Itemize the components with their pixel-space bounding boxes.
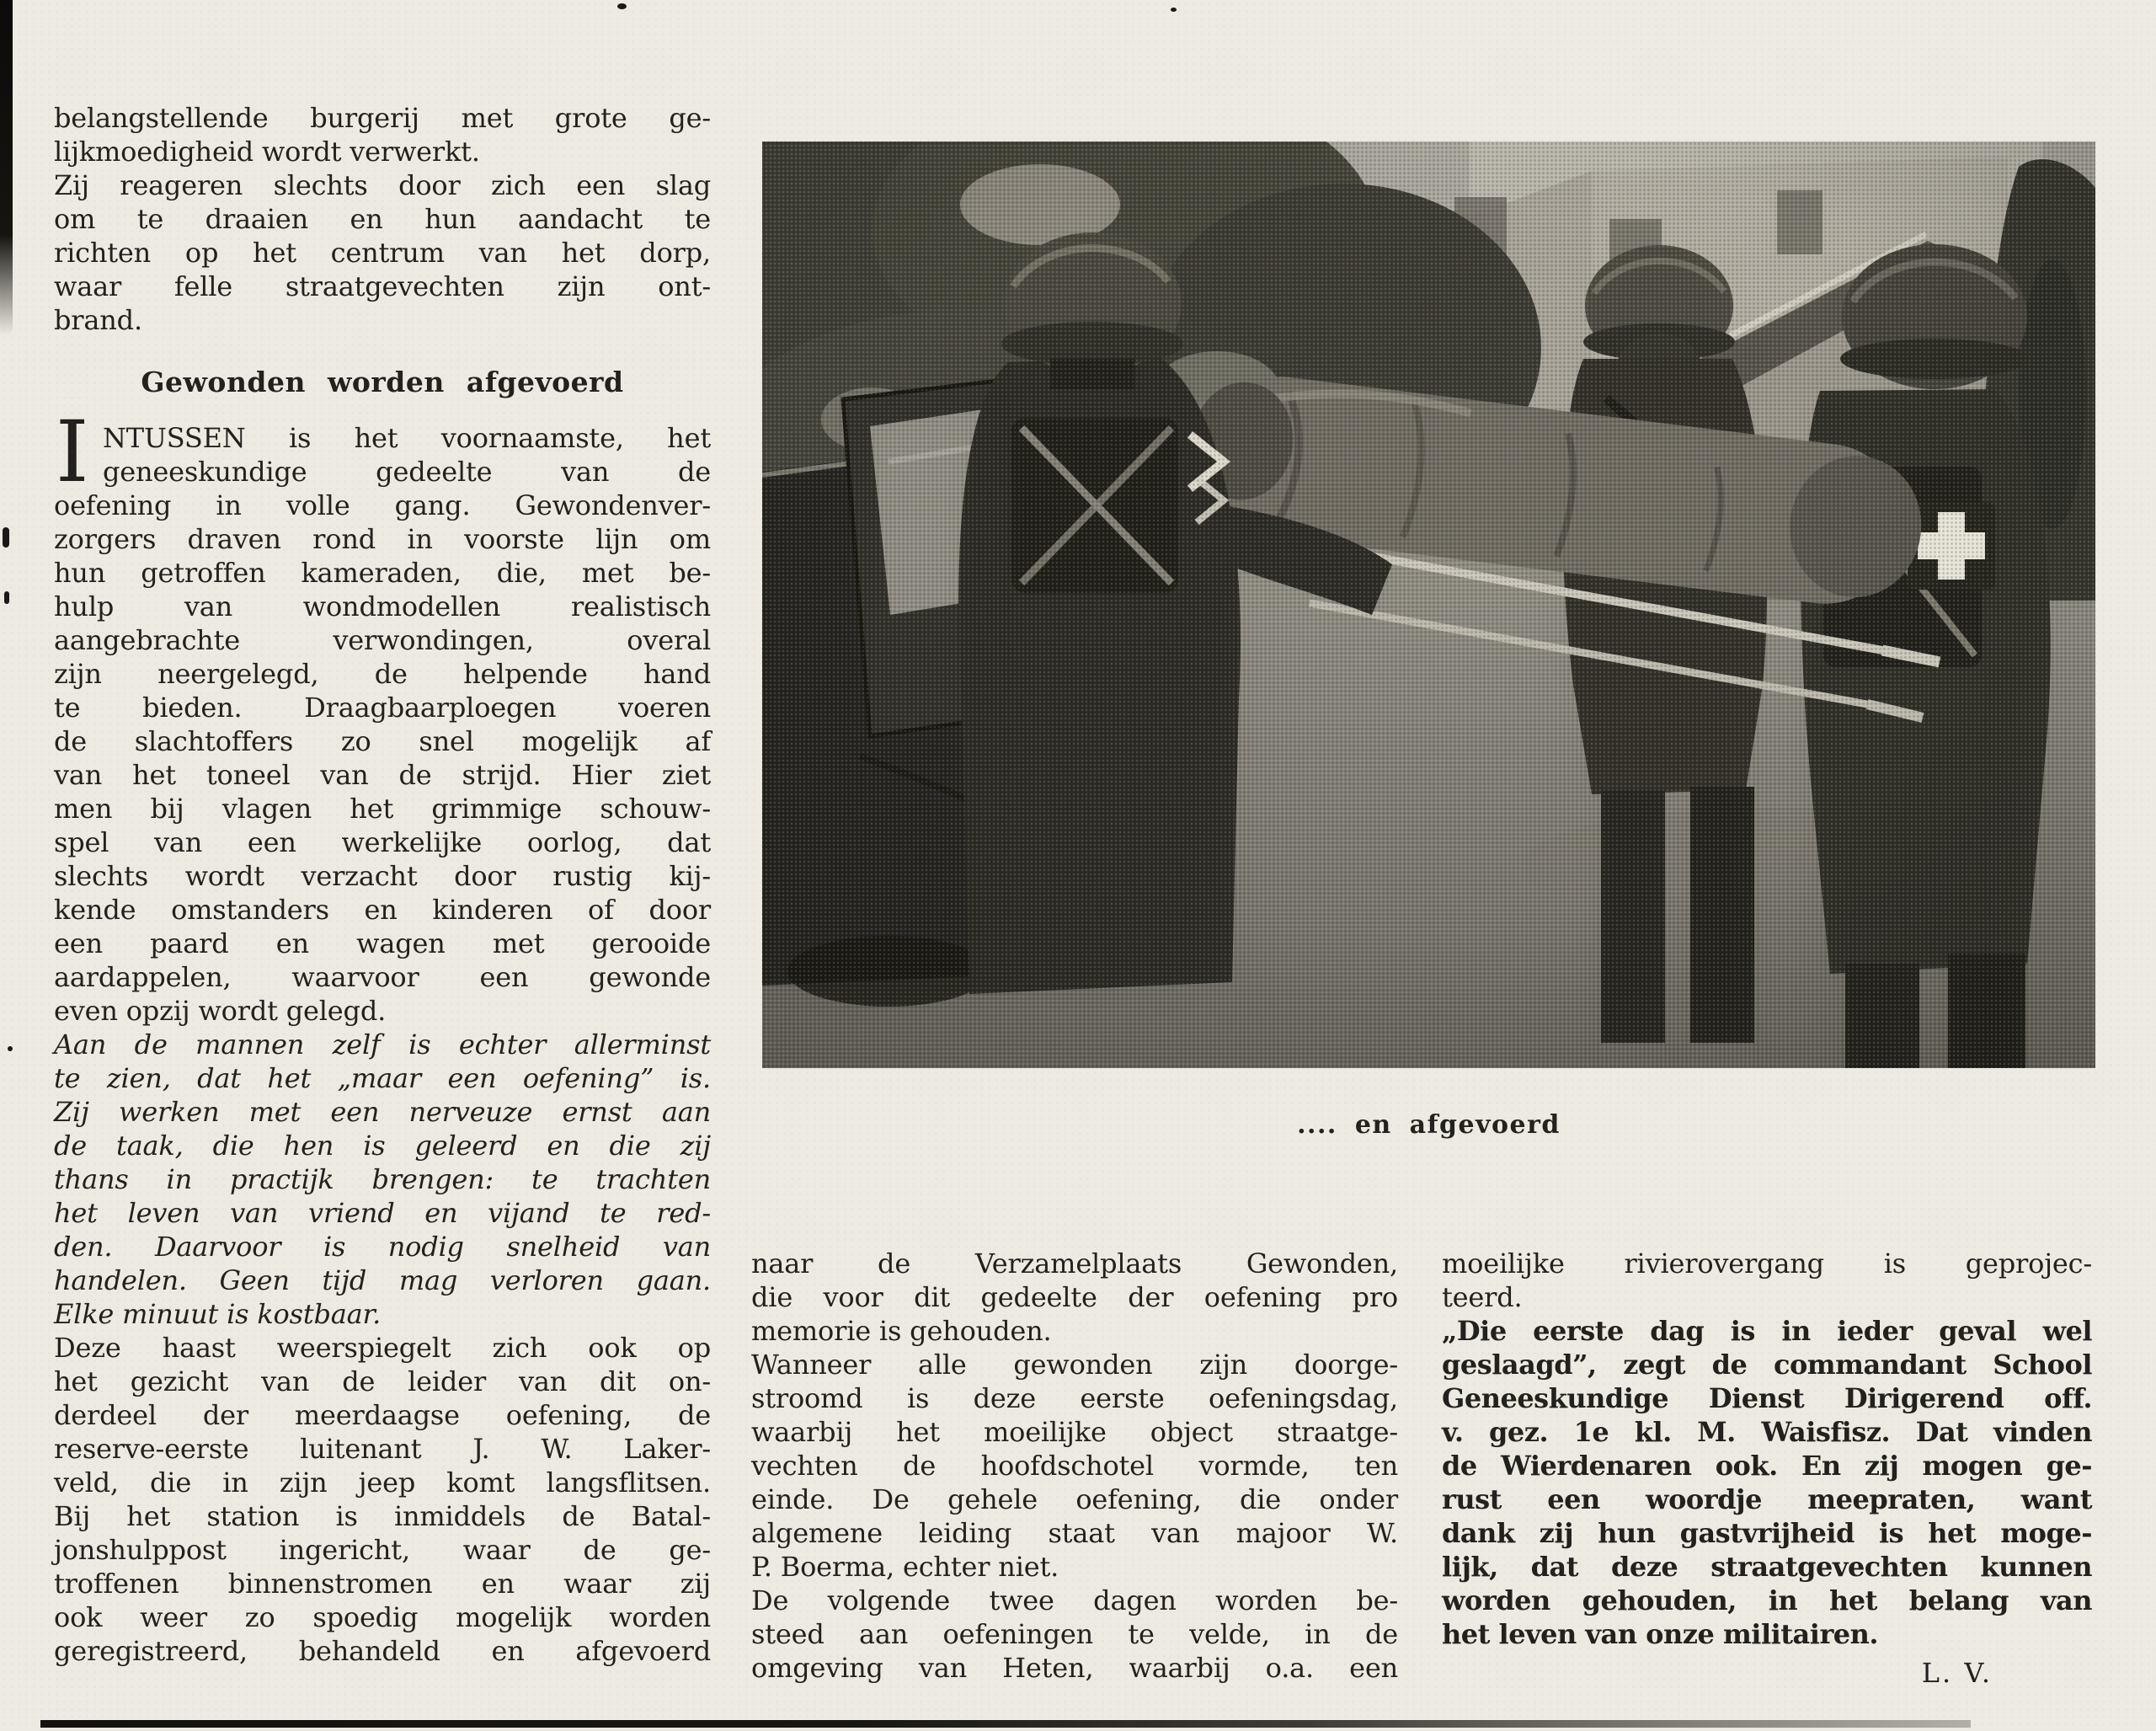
author-initials: [1442, 1656, 2092, 1690]
article-column-left: [54, 101, 711, 1668]
bottom-rule: [40, 1720, 1971, 1728]
scan-speck: [8, 1046, 13, 1051]
text-line: De volgende twee dagen worden be-: [751, 1584, 1398, 1616]
paragraph: [54, 403, 711, 1028]
text-line: waar felle straatgevechten zijn ont-: [54, 270, 711, 302]
scan-speck: [1171, 8, 1177, 12]
text-line: teerd.: [1442, 1281, 1523, 1313]
text-line: zijn neergelegd, de helpende hand: [54, 658, 711, 690]
text-line: naar de Verzamelplaats Gewonden,: [751, 1247, 1398, 1280]
text-line: lijkmoedigheid wordt verwerkt.: [54, 136, 480, 168]
text-line: Elke minuut is kostbaar.: [54, 1298, 382, 1330]
paragraph: [1442, 1247, 2092, 1314]
text-line: vechten de hoofdschotel vormde, ten: [751, 1450, 1398, 1482]
text-line: L. V.: [1921, 1657, 1993, 1689]
text-line: de Wierdenaren ook. En zij mogen ge-: [1442, 1450, 2092, 1482]
text-line: Gewonden worden afgevoerd: [141, 366, 624, 398]
text-line: een paard en wagen met gerooide: [54, 927, 711, 959]
text-line: geregistreerd, behandeld en afgevoerd: [54, 1635, 711, 1667]
text-line: lijk, dat deze straatgevechten kunnen: [1442, 1551, 2092, 1583]
text-line: rust een woordje meepraten, want: [1442, 1483, 2092, 1515]
text-line: hun getroffen kameraden, die, met be-: [54, 557, 711, 589]
text-line: de taak, die hen is geleerd en die zij: [54, 1130, 711, 1162]
paragraph: [54, 1028, 711, 1331]
text-line: „Die eerste dag is in ieder geval wel: [1442, 1315, 2092, 1347]
text-line: Geneeskundige Dienst Dirigerend off.: [1442, 1382, 2092, 1414]
text-line: ook weer zo spoedig mogelijk worden: [54, 1601, 711, 1633]
text-line: Deze haast weerspiegelt zich ook op: [54, 1332, 711, 1364]
text-line: geslaagd”, zegt de commandant School: [1442, 1349, 2092, 1381]
scan-speck: [4, 591, 9, 604]
paragraph: [54, 101, 711, 168]
text-line: te bieden. Draagbaarploegen voeren: [54, 692, 711, 724]
text-line: einde. De gehele oefening, die onder: [751, 1483, 1398, 1515]
text-line: spel van een werkelijke oorlog, dat: [54, 826, 711, 858]
text-line: Aan de mannen zelf is echter allerminst: [54, 1028, 711, 1061]
text-line: Bij het station is inmiddels de Batal-: [54, 1500, 711, 1532]
text-line: hulp van wondmodellen realistisch: [54, 590, 711, 622]
paragraph: [54, 168, 711, 337]
text-line: belangstellende burgerij met grote ge-: [54, 102, 711, 134]
text-line: om te draaien en hun aandacht te: [54, 203, 711, 235]
text-line: te zien, dat het „maar een oefening” is.: [54, 1062, 711, 1094]
text-line: moeilijke rivierovergang is geprojec-: [1442, 1247, 2092, 1280]
photo-illustration: [762, 142, 2095, 1068]
text-line: handelen. Geen tijd mag verloren gaan.: [54, 1264, 711, 1296]
text-line: thans in practijk brengen: te trachten: [54, 1163, 711, 1195]
scan-speck: [617, 3, 627, 9]
text-line: men bij vlagen het grimmige schouw-: [54, 793, 711, 825]
text-line: Zij werken met een nerveuze ernst aan: [54, 1096, 711, 1128]
text-line: de slachtoffers zo snel mogelijk af: [54, 725, 711, 757]
text-line: worden gehouden, in het belang van: [1442, 1584, 2092, 1616]
drop-cap: I: [56, 403, 89, 501]
paragraph: [751, 1584, 1398, 1685]
text-line: algemene leiding staat van majoor W.: [751, 1517, 1398, 1549]
text-line: veld, die in zijn jeep komt langsflitsen.: [54, 1467, 711, 1499]
photo-caption: .... en afgevoerd: [1297, 1110, 1561, 1140]
text-line: slechts wordt verzacht door rustig kij-: [54, 860, 711, 892]
text-line: den. Daarvoor is nodig snelheid van: [54, 1231, 711, 1263]
paragraph: [751, 1247, 1398, 1348]
text-line: memorie is gehouden.: [751, 1315, 1052, 1347]
text-line: troffenen binnenstromen en waar zij: [54, 1568, 711, 1600]
text-line: reserve-eerste luitenant J. W. Laker-: [54, 1433, 711, 1465]
text-line: jonshulppost ingericht, waar de ge-: [54, 1534, 711, 1566]
text-line: steed aan oefeningen te velde, in de: [751, 1618, 1398, 1650]
text-line: van het toneel van de strijd. Hier ziet: [54, 759, 711, 791]
paragraph: [1442, 1314, 2092, 1651]
text-line: aardappelen, waarvoor een gewonde: [54, 961, 711, 993]
text-line: oefening in volle gang. Gewondenver-: [54, 489, 711, 521]
text-line: waarbij het moeilijke object straatge-: [751, 1416, 1398, 1448]
text-line: derdeel der meerdaagse oefening, de: [54, 1399, 711, 1431]
text-line: Zij reageren slechts door zich een slag: [54, 169, 711, 201]
text-line: brand.: [54, 304, 142, 336]
text-line: aangebrachte verwondingen, overal: [54, 624, 711, 656]
article-column-middle: [751, 1247, 1398, 1685]
text-line: het gezicht van de leider van dit on-: [54, 1365, 711, 1397]
scan-speck: [3, 527, 9, 548]
paragraph: [54, 1331, 711, 1668]
text-line: even opzij wordt gelegd.: [54, 995, 387, 1027]
text-line: Wanneer alle gewonden zijn doorge-: [751, 1349, 1398, 1381]
text-line: P. Boerma, echter niet.: [751, 1551, 1059, 1583]
text-line: kende omstanders en kinderen of door: [54, 894, 711, 926]
text-line: het leven van onze militairen.: [1442, 1618, 1879, 1650]
text-line: richten op het centrum van het dorp,: [54, 237, 711, 269]
text-line: het leven van vriend en vijand te red-: [54, 1197, 711, 1229]
text-line: v. gez. 1e kl. M. Waisfisz. Dat vinden: [1442, 1416, 2092, 1448]
text-line: dank zij hun gastvrijheid is het moge-: [1442, 1517, 2092, 1549]
text-line: die voor dit gedeelte der oefening pro: [751, 1281, 1398, 1313]
article-photo: [762, 142, 2095, 1068]
article-column-right: [1442, 1247, 2092, 1690]
paragraph: [751, 1348, 1398, 1584]
text-line: stroomd is deze eerste oefeningsdag,: [751, 1382, 1398, 1414]
scan-edge-artifact: [0, 0, 13, 335]
text-line: zorgers draven rond in voorste lijn om: [54, 523, 711, 555]
text-line: omgeving van Heten, waarbij o.a. een: [751, 1652, 1398, 1684]
text-line: geneeskundige gedeelte van de: [103, 456, 711, 488]
section-heading: [54, 366, 711, 399]
text-line: NTUSSEN is het voornaamste, het: [103, 422, 711, 454]
